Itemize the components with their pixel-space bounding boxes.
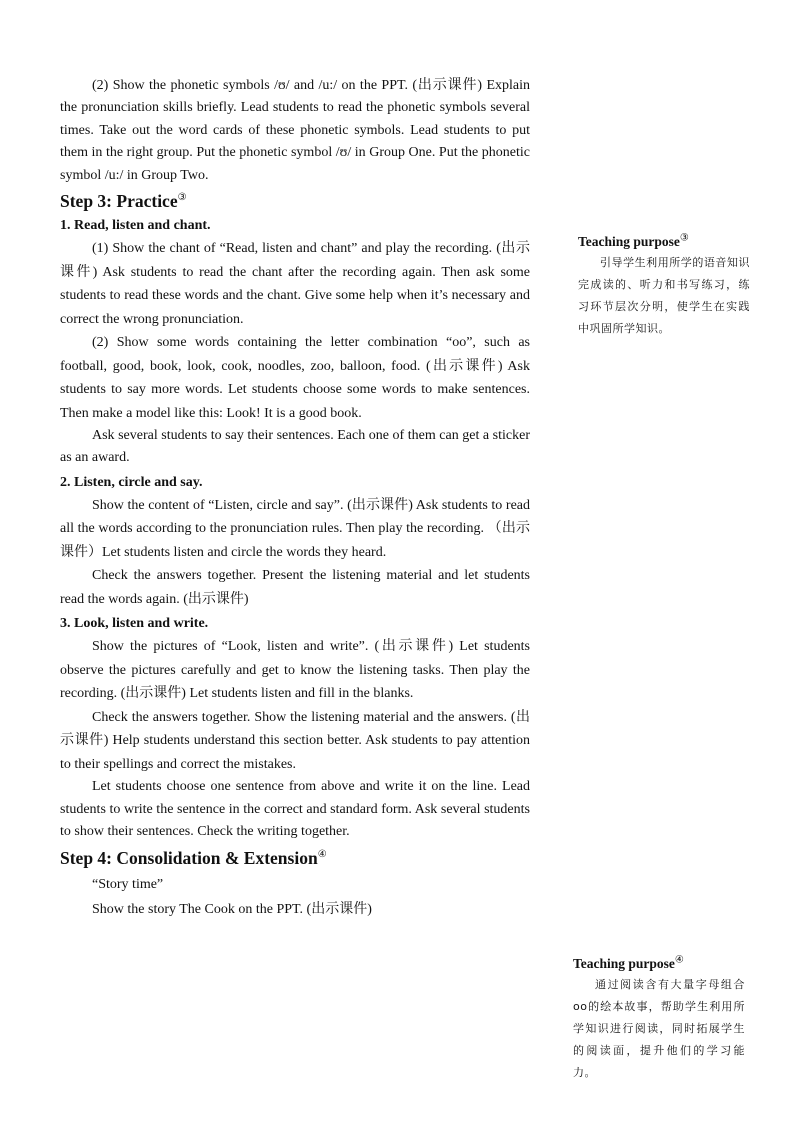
- note-3-title: [578, 232, 750, 252]
- section-1-paragraph-3: Ask several students to say their sentences. Each one of them can get a sticker as an award.: [60, 428, 530, 466]
- note-4-title-text: Teaching purpose: [573, 956, 675, 971]
- story-paragraph: Show the story The Cook on the PPT. (出示课件): [92, 901, 372, 917]
- step4-title: Step 4: Consolidation & Extension: [60, 847, 318, 868]
- note-3-body: 引导学生利用所学的语音知识完成读的、听力和书写练习，练习环节层次分明，使学生在实践中巩固所学知识。: [578, 256, 750, 335]
- section-2-paragraph-2: Check the answers together. Present the listening material and let students read the words again. (出示课件): [60, 568, 530, 607]
- section-1-paragraph-1: (1) Show the chant of “Read, listen and chant” and play the recording. (出示课件) Ask students to read the chant after the recording again. Then ask some students to read these words and the chant. Give some help when it’s necessary and correct the wrong pronunciation.: [60, 241, 530, 327]
- teaching-purpose-note-4: [573, 954, 745, 1084]
- footnote-mark-3: ③: [177, 192, 187, 204]
- section-1-paragraph-2: (2) Show some words containing the letter combination “oo”, such as football, good, book, look, cook, noodles, zoo, balloon, food. (出示课件) Ask students to say more words. Let students choose some words to make sentences. Then make a model like this: Look! It is a good book.: [60, 335, 530, 421]
- section-3-paragraph-1: Show the pictures of “Look, listen and write”. (出示课件) Let students observe the pictures carefully and get to know the listening tasks. Then play the recording. (出示课件) Let students listen and fill in the blanks.: [60, 639, 530, 702]
- phonetic-paragraph: (2) Show the phonetic symbols /ʊ/ and /u:/ on the PPT. (出示课件) Explain the pronunciation skills briefly. Lead students to read the phonetic symbols several times. Take out the word cards of these phonetic symbols. Lead students to put them in the right group. Put the phonetic symbol /ʊ/ in Group One. Put the phonetic symbol /u:/ in Group Two.: [60, 78, 530, 183]
- note-4-body: 通过阅读含有大量字母组合oo的绘本故事，帮助学生利用所学知识进行阅读，同时拓展学生的阅读面，提升他们的学习能力。: [573, 978, 745, 1079]
- note-3-title-text: Teaching purpose: [578, 234, 680, 249]
- section-3-paragraph-3: Let students choose one sentence from above and write it on the line. Lead students to write the sentence in the correct and standard form. Ask several students to show their sentences. Check the writing together.: [60, 779, 530, 840]
- section-3-paragraph-2: Check the answers together. Show the listening material and the answers. (出示课件) Help students understand this section better. Ask students to pay attention to their spellings and correct the mistakes.: [60, 709, 530, 772]
- step3-heading: [60, 189, 530, 213]
- note-4-title: [573, 954, 745, 974]
- footnote-mark-4: ④: [317, 848, 327, 860]
- note-4-mark: ④: [674, 954, 684, 966]
- teaching-purpose-note-3: [578, 232, 750, 340]
- step4-heading: [60, 846, 530, 870]
- story-time-line: “Story time”: [92, 876, 164, 892]
- section-1-heading: 1. Read, listen and chant.: [60, 218, 211, 234]
- step3-title: Step 3: Practice: [60, 191, 178, 212]
- section-2-paragraph-1: Show the content of “Listen, circle and say”. (出示课件) Ask students to read all the words according to the pronunciation rules. Then play the recording. （出示课件）Let students listen and circle the words they heard.: [60, 497, 530, 560]
- main-column: [60, 75, 530, 922]
- section-2-heading: 2. Listen, circle and say.: [60, 474, 203, 490]
- section-3-heading: 3. Look, listen and write.: [60, 616, 209, 632]
- note-3-mark: ③: [679, 232, 689, 244]
